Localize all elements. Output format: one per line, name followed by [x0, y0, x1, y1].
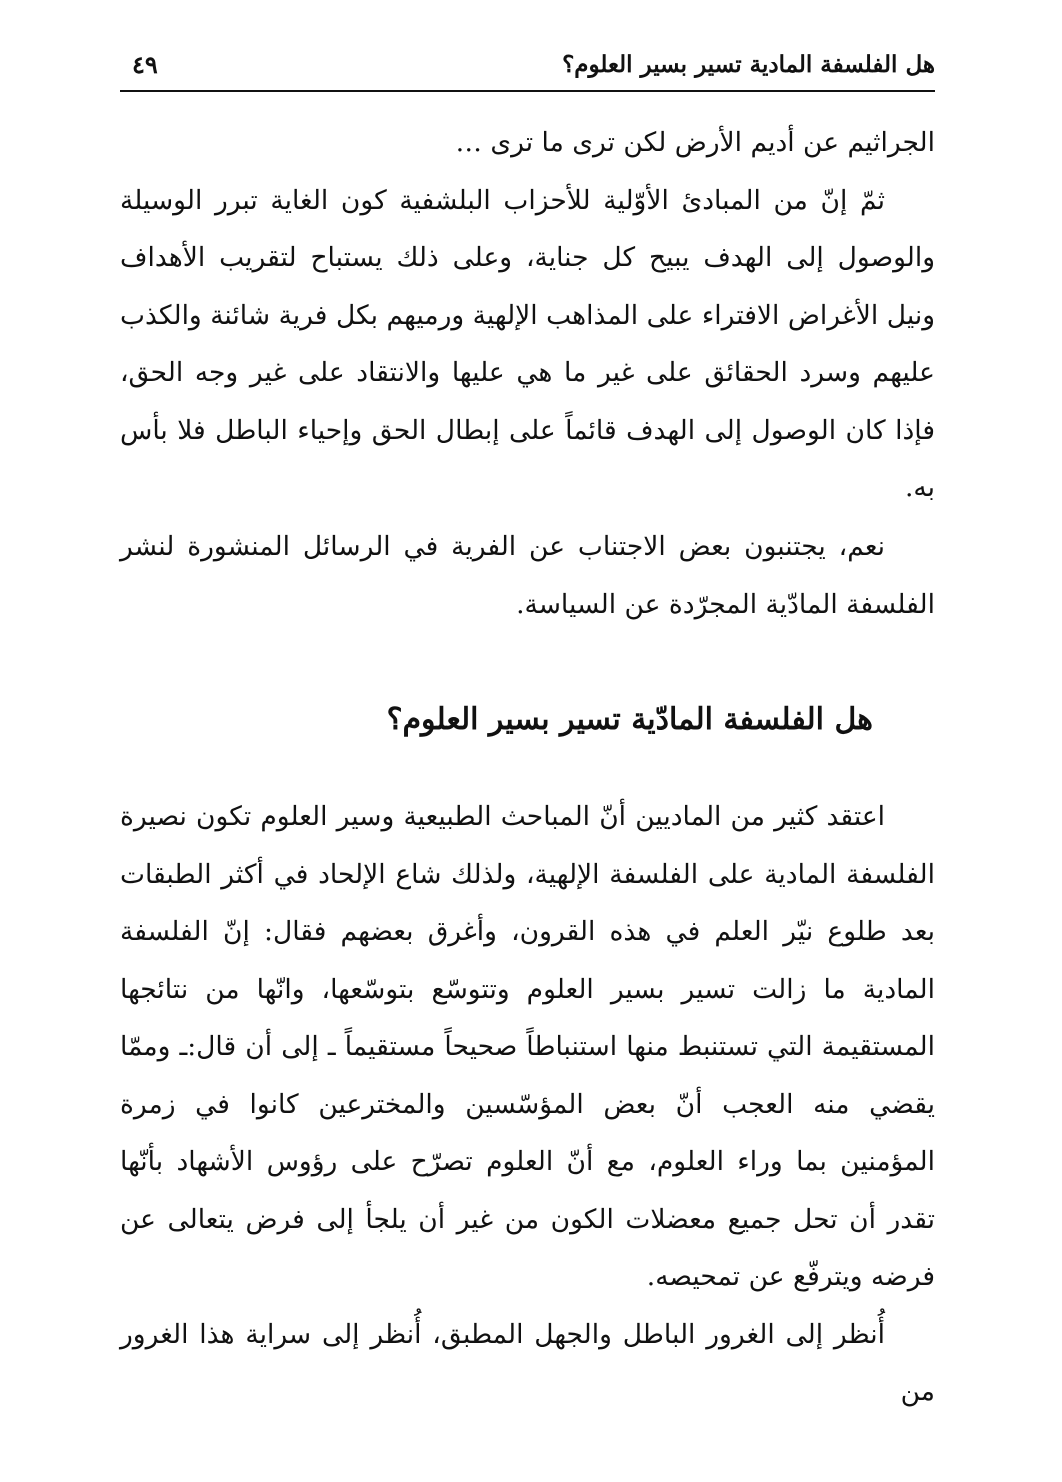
running-header-title: هل الفلسفة المادية تسير بسير العلوم؟ — [562, 50, 935, 78]
text-block-top — [120, 114, 935, 517]
paragraph: أُنظر إلى الغرور الباطل والجهل المطبق، أُنظر إلى سراية هذا الغرور من — [120, 1318, 935, 1407]
paragraph: نعم، يجتنبون بعض الاجتناب عن الفرية في الرسائل المنشورة لنشر الفلسفة المادّية المجرّدة عن السياسة. — [120, 531, 935, 620]
running-header — [120, 44, 935, 84]
paragraph: الجراثيم عن أديم الأرض لكن ترى ما ترى … — [455, 127, 935, 158]
text-block-middle — [120, 518, 935, 633]
page-number: ٤٩ — [132, 49, 158, 79]
paragraph: ثمّ إنّ من المبادئ الأوّلية للأحزاب البلشفية كون الغاية تبرر الوسيلة والوصول إلى الهدف يبيح كل جناية، وعلى ذلك يستباح لتقريب الأهداف ونيل الأغراض الافتراء على المذاهب الإلهية ورميهم بكل فرية شائنة والكذب عليهم وسرد الحقائق على غير ما هي عليها والانتقاد على غير وجه الحق، فإذا كان الوصول إلى الهدف قائماً على إبطال الحق وإحياء الباطل فلا بأس به. — [120, 184, 935, 503]
header-divider — [120, 90, 935, 92]
book-page — [120, 0, 935, 1482]
section-heading: هل الفلسفة المادّية تسير بسير العلوم؟ — [386, 702, 873, 737]
text-block-bottom — [120, 788, 935, 1421]
paragraph: اعتقد كثير من الماديين أنّ المباحث الطبيعية وسير العلوم تكون نصيرة الفلسفة المادية على الفلسفة الإلهية، ولذلك شاع الإلحاد في أكثر الطبقات بعد طلوع نيّر العلم في هذه القرون، وأغرق بعضهم فقال: إنّ الفلسفة المادية ما زالت تسير بسير العلوم وتتوسّع بتوسّعها، وانّها من نتائجها المستقيمة التي تستنبط منها استنباطاً صحيحاً مستقيماً ـ إلى أن قال:ـ وممّا يقضي منه العجب أنّ بعض المؤسّسين والمخترعين كانوا في زمرة المؤمنين بما وراء العلوم، مع أنّ العلوم تصرّح على رؤوس الأشهاد بأنّها تقدر أن تحل جميع معضلات الكون من غير أن يلجأ إلى فرض يتعالى عن فرضه ويترفّع عن تمحيصه. — [120, 801, 935, 1292]
